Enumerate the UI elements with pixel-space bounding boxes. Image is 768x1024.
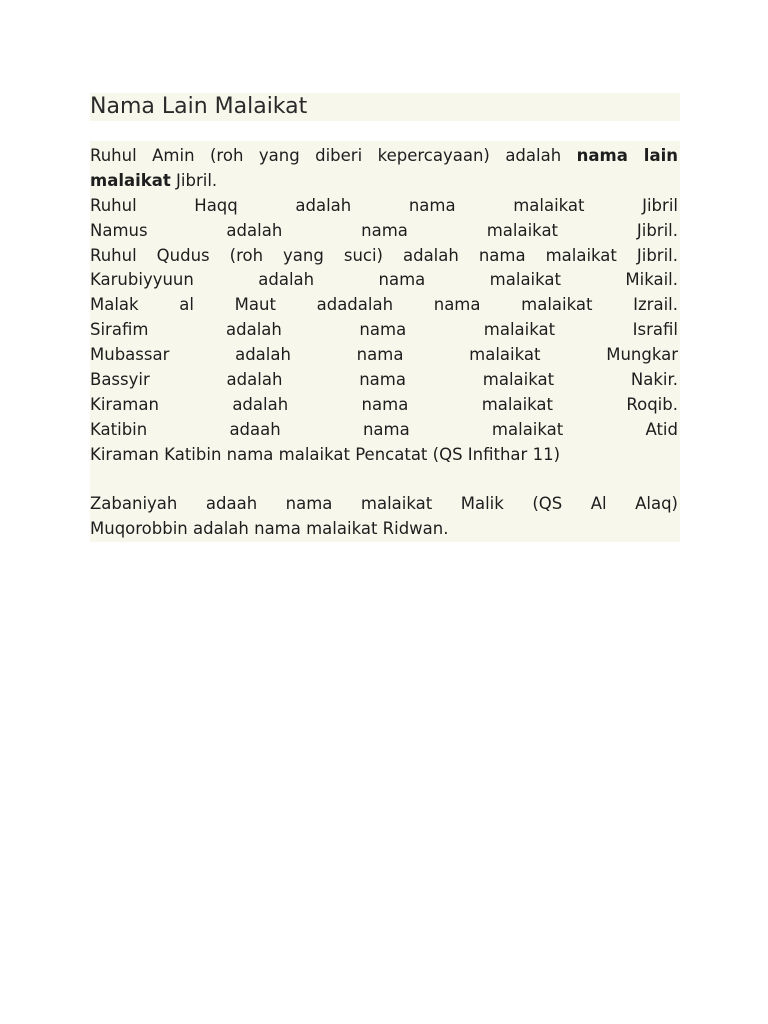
- spacer: [90, 121, 680, 141]
- blank-line: [90, 468, 678, 493]
- text-line: [90, 144, 678, 169]
- text-line: Namus adalah nama malaikat Jibril.: [90, 220, 678, 240]
- text-line: Malak al Maut adadalah nama malaikat Izrail.: [90, 295, 678, 315]
- text-line: Muqorobbin adalah nama malaikat Ridwan.: [90, 519, 449, 539]
- text-line: [90, 169, 678, 194]
- text-line: Ruhul Haqq adalah nama malaikat Jibril: [90, 195, 678, 215]
- text-line: Kiraman Katibin nama malaikat Pencatat (QS Infithar 11): [90, 444, 561, 464]
- text-line: Sirafim adalah nama malaikat Israfil: [90, 320, 678, 340]
- page-title: Nama Lain Malaikat: [90, 94, 308, 119]
- bold-text: nama lain: [576, 146, 678, 165]
- text-line: Bassyir adalah nama malaikat Nakir.: [90, 370, 678, 390]
- text-line: Kiraman adalah nama malaikat Roqib.: [90, 394, 678, 414]
- bold-text: malaikat: [90, 170, 171, 190]
- title-bar: [90, 93, 680, 121]
- document-body: [90, 141, 680, 542]
- text-segment: Jibril.: [170, 170, 218, 190]
- text-line: Karubiyyuun adalah nama malaikat Mikail.: [90, 270, 678, 290]
- text-segment: Ruhul Amin (roh yang diberi kepercayaan) adalah: [90, 146, 577, 165]
- text-line: Ruhul Qudus (roh yang suci) adalah nama malaikat Jibril.: [90, 245, 678, 265]
- text-line: Katibin adaah nama malaikat Atid: [90, 419, 678, 439]
- document-block: [90, 93, 680, 542]
- text-line: Mubassar adalah nama malaikat Mungkar: [90, 345, 678, 365]
- text-line: Zabaniyah adaah nama malaikat Malik (QS Al Alaq): [90, 494, 678, 514]
